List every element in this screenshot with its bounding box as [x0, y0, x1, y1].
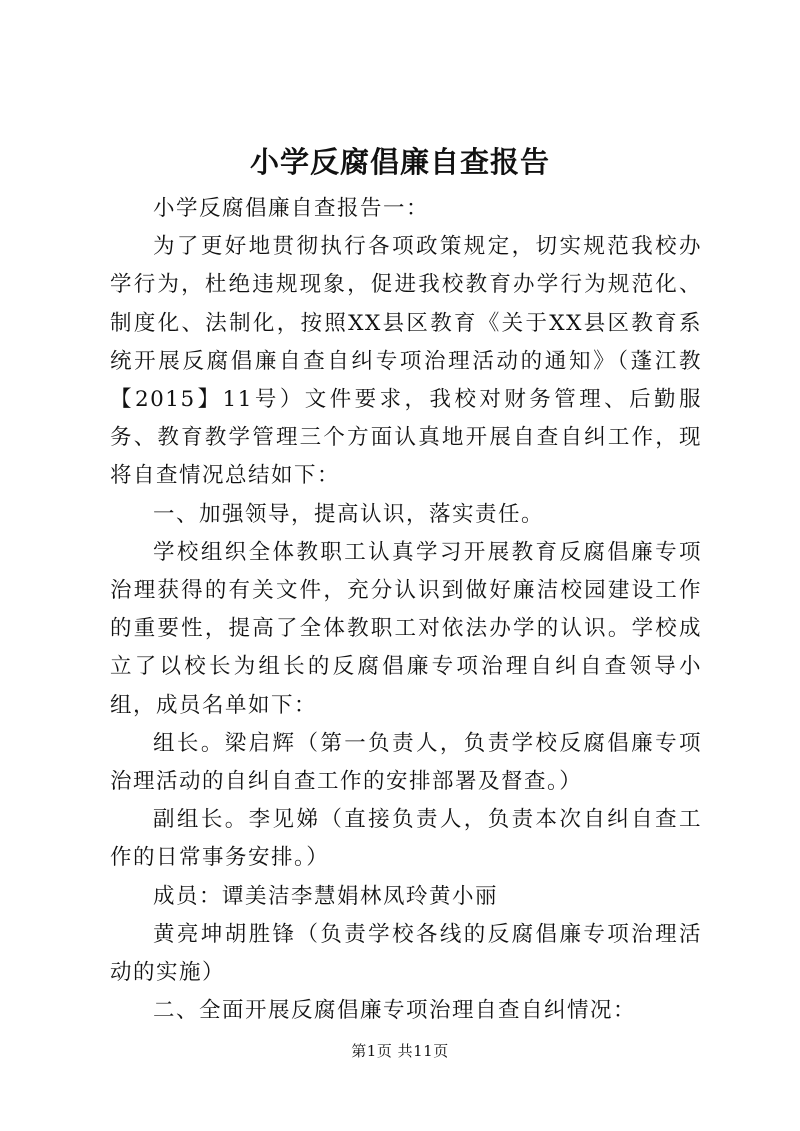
paragraph-members: 成员：谭美洁李慧娟林凤玲黄小丽: [153, 883, 499, 909]
document-title: 小学反腐倡廉自查报告: [249, 145, 550, 179]
paragraph-section-one-body: 学校组织全体教职工认真学习开展教育反腐倡廉专项治理获得的有关文件，充分认识到做好廉洁校园建设工作的重要性，提高了全体教职工对依法办学的认识。学校成立了以校长为组长的反腐倡廉专项治理自纠自查领导小组，成员名单如下：: [110, 539, 702, 718]
page-footer: 第1页 共11页: [351, 1042, 449, 1060]
paragraph-deputy-leader: 副组长。李见娣（直接负责人，负责本次自纠自查工作的日常事务安排。）: [110, 807, 702, 871]
paragraph-section-two-heading: 二、全面开展反腐倡廉专项治理自查自纠情况：: [153, 998, 637, 1024]
paragraph-leader: 组长。梁启辉（第一负责人，负责学校反腐倡廉专项治理活动的自纠自查工作的安排部署及督查。）: [110, 730, 702, 795]
paragraph-members-continued: 黄亮坤胡胜锋（负责学校各线的反腐倡廉专项治理活动的实施）: [110, 921, 702, 986]
paragraph-report-heading: 小学反腐倡廉自查报告一：: [153, 196, 430, 221]
paragraph-intro: 为了更好地贯彻执行各项政策规定，切实规范我校办学行为，杜绝违规现象，促进我校教育办学行为规范化、制度化、法制化，按照XX县区教育《关于XX县区教育系统开展反腐倡廉自查自纠专项治理活动的通知》（蓬江教【2015】11号）文件要求，我校对财务管理、后勤服务、教育教学管理三个方面认真地开展自查自纠工作，现将自查情况总结如下：: [110, 234, 702, 489]
paragraph-section-one-heading: 一、加强领导，提高认识，落实责任。: [153, 501, 545, 527]
document-body: [110, 190, 702, 1030]
